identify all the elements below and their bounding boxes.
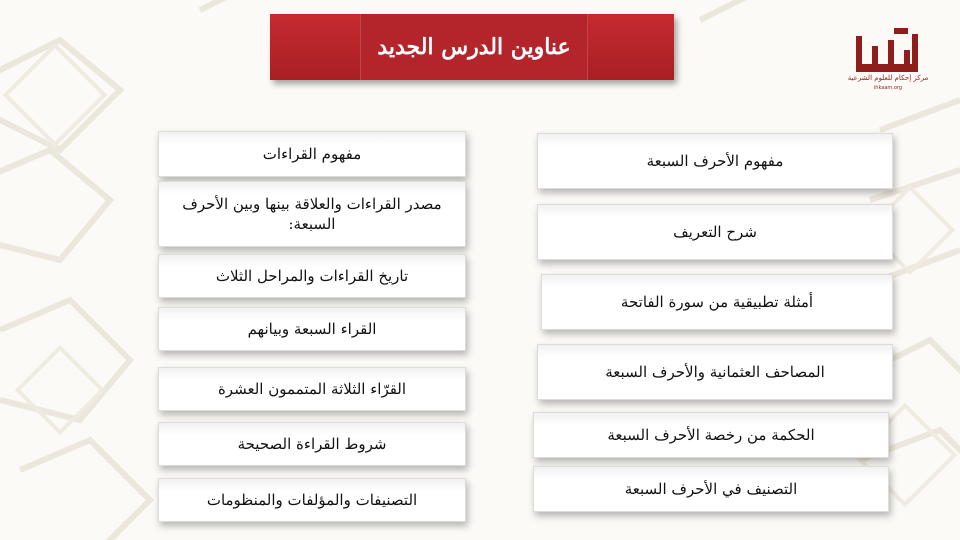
- topic-card[interactable]: [158, 478, 466, 522]
- topic-label: مصدر القراءات والعلاقة بينها وبين الأحرف السبعة:: [182, 194, 442, 233]
- topic-label: مفهوم القراءات: [262, 144, 362, 163]
- topic-card[interactable]: [158, 181, 466, 247]
- topic-card[interactable]: [158, 367, 466, 411]
- topic-label: التصنيفات والمؤلفات والمنظومات: [206, 490, 418, 509]
- logo-tagline: مركز إحكام للعلوم الشرعية: [847, 74, 929, 82]
- topic-card[interactable]: [537, 133, 893, 189]
- topic-label: مفهوم الأحرف السبعة: [646, 151, 784, 170]
- topic-card[interactable]: [158, 422, 466, 466]
- topic-label: تاريخ القراءات والمراحل الثلاث: [215, 266, 409, 285]
- topic-label: المصاحف العثمانية والأحرف السبعة: [605, 362, 825, 381]
- topic-card[interactable]: [537, 344, 893, 400]
- title-panel: [360, 14, 588, 80]
- topic-label: أمثلة تطبيقية من سورة الفاتحة: [620, 292, 814, 311]
- topic-label: الحكمة من رخصة الأحرف السبعة: [607, 425, 815, 444]
- topic-card[interactable]: [533, 466, 889, 512]
- topic-card[interactable]: [158, 254, 466, 298]
- topic-label: التصنيف في الأحرف السبعة: [624, 479, 798, 498]
- topic-card[interactable]: [158, 131, 466, 177]
- topic-card[interactable]: [537, 204, 893, 260]
- topic-label: القرّاء الثلاثة المتممون العشرة: [217, 379, 407, 398]
- slide-title: عناوين الدرس الجديد: [377, 34, 571, 60]
- topic-label: القراء السبعة وبيانهم: [247, 319, 377, 338]
- topic-card[interactable]: [533, 412, 889, 458]
- topic-label: شرح التعريف: [673, 222, 757, 241]
- logo-url: ihkaam.org: [873, 85, 903, 91]
- topic-card[interactable]: [541, 274, 893, 330]
- topic-label: شروط القراءة الصحيحة: [237, 434, 387, 453]
- title-banner: [270, 14, 674, 80]
- topic-card[interactable]: [158, 307, 466, 351]
